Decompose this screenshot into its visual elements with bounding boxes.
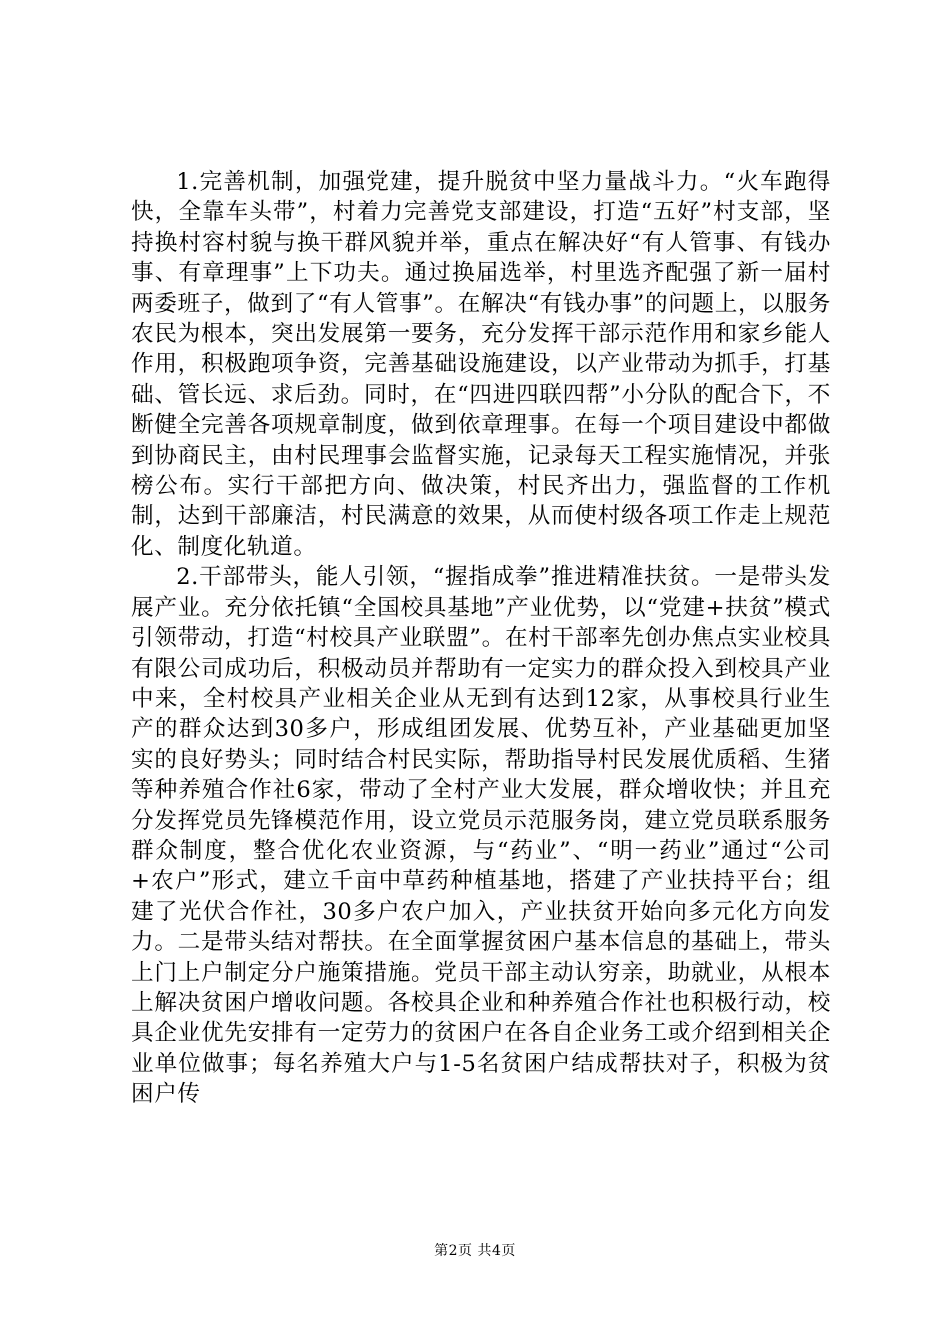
page-footer: 第2页 共4页 xyxy=(434,1243,516,1259)
document-body xyxy=(131,167,831,1110)
paragraph-2: 2.干部带头，能人引领，“握指成拳”推进精准扶贫。一是带头发展产业。充分依托镇“全国校具基地”产业优势，以“党建+扶贫”模式引领带动，打造“村校具产业联盟”。在村干部率先创办焦点实业校具有限公司成功后，积极动员并帮助有一定实力的群众投入到校具产业中来，全村校具产业相关企业从无到有达到12家，从事校具行业生产的群众达到30多户，形成组团发展、优势互补，产业基础更加坚实的良好势头；同时结合村民实际，帮助指导村民发展优质稻、生猪等种养殖合作社6家，带动了全村产业大发展，群众增收快；并且充分发挥党员先锋模范作用，设立党员示范服务岗，建立党员联系服务群众制度，整合优化农业资源，与“药业”、“明一药业”通过“公司+农户”形式，建立千亩中草药种植基地，搭建了产业扶持平台；组建了光伏合作社，30多户农户加入，产业扶贫开始向多元化方向发力。二是带头结对帮扶。在全面掌握贫困户基本信息的基础上，带头上门上户制定分户施策措施。党员干部主动认穷亲，助就业，从根本上解决贫困户增收问题。各校具企业和种养殖合作社也积极行动，校具企业优先安排有一定劳力的贫困户在各自企业务工或介绍到相关企业单位做事；每名养殖大户与1-5名贫困户结成帮扶对子，积极为贫困户传 xyxy=(131,564,831,1108)
paragraph-1: 1.完善机制，加强党建，提升脱贫中坚力量战斗力。“火车跑得快，全靠车头带”，村着力完善党支部建设，打造“五好”村支部，坚持换村容村貌与换干群风貌并举，重点在解决好“有人管事、有钱办事、有章理事”上下功夫。通过换届选举，村里选齐配强了新一届村两委班子，做到了“有人管事”。在解决“有钱办事”的问题上，以服务农民为根本，突出发展第一要务，充分发挥干部示范作用和家乡能人作用，积极跑项争资，完善基础设施建设，以产业带动为抓手，打基础、管长远、求后劲。同时，在“四进四联四帮”小分队的配合下，不断健全完善各项规章制度，做到依章理事。在每一个项目建设中都做到协商民主，由村民理事会监督实施，记录每天工程实施情况，并张榜公布。实行干部把方向、做决策，村民齐出力，强监督的工作机制，达到干部廉洁，村民满意的效果，从而使村级各项工作走上规范化、制度化轨道。 xyxy=(131,169,831,560)
